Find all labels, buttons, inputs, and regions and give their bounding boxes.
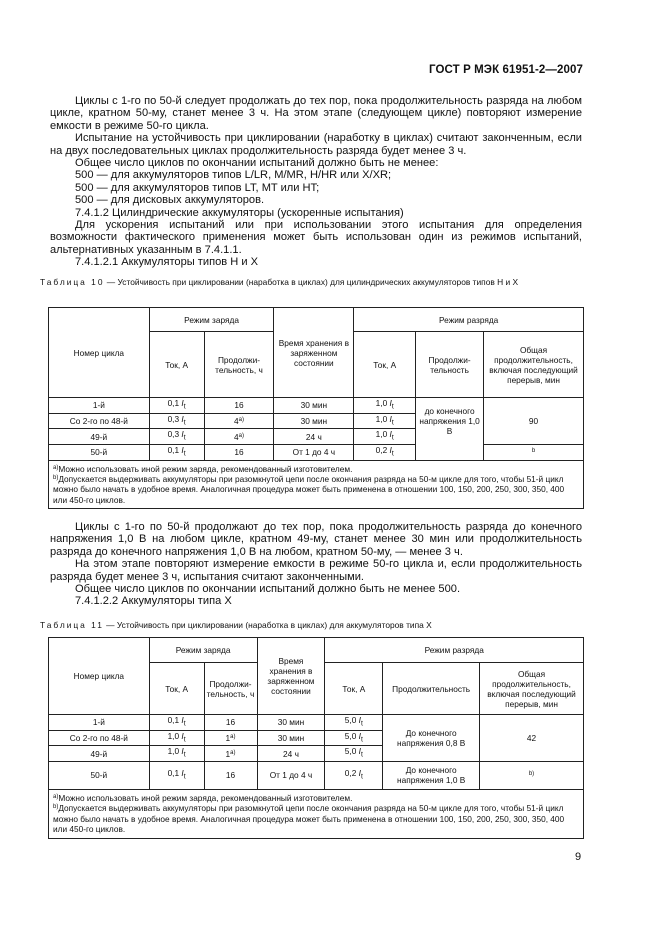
paragraph: Для ускорения испытаний или при использовании этого испытания для определения возможности фактического применения может быть использован один из режимов испытаний, альтернативных указанным в 7.4.1.1.	[50, 219, 582, 256]
table10-caption: Таблица 10 — Устойчивость при циклировании (наработка в циклах) для цилиндрических аккумуляторов типов H и X	[40, 277, 519, 287]
paragraph: Циклы с 1-го по 50-й продолжают до тех пор, пока продолжительность разряда до конечного напряжения 1,0 В на любом цикле, кратном 49-му, станет менее 30 мин или продолжительность разряда до конечного напряжения 1,0 В на любом, кратном 50-му, — менее 3 ч.	[50, 521, 582, 558]
table-row: Со 2-го по 48-й 1,0 $I_t$ $1^{а)}$ 30 мин 5,0 $I_t$	[49, 730, 584, 746]
merged-cell: До конечного напряжения 1,0 В	[383, 761, 480, 789]
merged-cell: до конечного напряжения 1,0 В	[416, 398, 484, 445]
header-cell: Режим заряда	[149, 638, 257, 663]
merged-cell: 90	[484, 398, 584, 445]
header-cell: Общая продолжительность, включая последующий перерыв, мин	[484, 332, 584, 398]
document-header: ГОСТ Р МЭК 61951-2—2007	[429, 64, 583, 76]
header-cell: Режим разряда	[325, 638, 584, 663]
header-cell: Ток, А	[149, 332, 204, 398]
header-cell: Продолжительность, ч	[204, 332, 274, 398]
page-number: 9	[575, 851, 582, 863]
section-heading: 7.4.1.2 Цилиндрические аккумуляторы (ускоренные испытания)	[75, 206, 404, 219]
merged-cell: 42	[480, 715, 584, 762]
header-cell: Режим заряда	[149, 308, 274, 332]
header-cell: Время хранения в заряженном состоянии	[274, 308, 354, 398]
paragraph: Испытание на устойчивость при циклировании (наработку в циклах) считают законченным, если на двух последовательных циклах продолжительность разряда будет менее 3 ч.	[50, 132, 582, 157]
table-footnotes: $^{a)}$Можно использовать иной режим заряда, рекомендованный изготовителем. $^{b)}$Допускается выдерживать аккумуляторы при разомкнутой цепи после окончания разряда на 50-м цикле для того, чтобы 51-й цикл можно было начать в удобное время. Аналогичная процедура может быть применена в отношении 100, 150, 200, 250, 300, 350, 400 или 450-го циклов.	[49, 460, 584, 509]
paragraph: 500 — для аккумуляторов типов LT, MT или HT;	[75, 181, 320, 194]
table-row: 50-й 0,1 $I_t$ 16 От 1 до 4 ч 0,2 $I_t$ До конечного напряжения 1,0 В $^{b)}$	[49, 761, 584, 789]
table-row: 49-й 1,0 $I_t$ $1^{а)}$ 24 ч 5,0 $I_t$	[49, 746, 584, 762]
table-10	[48, 307, 584, 509]
paragraph: 500 — для аккумуляторов типов L/LR, M/MR, H/HR или X/XR;	[75, 169, 392, 182]
current-cell: 1,0 $I_t$	[354, 398, 416, 414]
table11-caption: Таблица 11 — Устойчивость при циклировании (наработка в циклах) для аккумуляторов типа X	[40, 620, 432, 630]
table-footnotes: $^{a)}$Можно использовать иной режим заряда, рекомендованный изготовителем. $^{b)}$Допускается выдерживать аккумуляторы при разомкнутой цепи после окончания разряда на 50-м цикле для того, чтобы 51-й цикл можно было начать в удобное время. Аналогичная процедура может быть применена в отношении 100, 150, 200, 250, 300, 350, 400 или 450-го циклов.	[49, 789, 584, 838]
table-11	[48, 637, 584, 839]
header-cell: Ток, А	[149, 663, 204, 715]
table-row: 49-й 0,3 $I_t$ $4^{а)}$ 24 ч 1,0 $I_t$	[49, 429, 584, 445]
text-section-2	[50, 521, 582, 608]
header-cell: Номер цикла	[49, 638, 150, 715]
paragraph: Общее число циклов по окончании испытаний должно быть не менее:	[75, 157, 439, 170]
paragraph: На этом этапе повторяют измерение емкости в режиме 50-го цикла и, если продолжительность разряда будет менее 3 ч, испытания считают законченными.	[50, 558, 582, 583]
section-heading: 7.4.1.2.2 Аккумуляторы типа X	[75, 595, 232, 608]
footnote-ref: b	[484, 444, 584, 460]
footnote-ref: b)	[480, 761, 584, 789]
table-row: Со 2-го по 48-й 0,3 $I_t$ $4^{а)}$ 30 мин 1,0 $I_t$	[49, 413, 584, 429]
table-row: 1-й 0,1 $I_t$ 16 30 мин 5,0 $I_t$ До конечного напряжения 0,8 В 42	[49, 715, 584, 731]
header-cell: Продолжительность, ч	[204, 663, 257, 715]
header-cell: Ток, А	[325, 663, 383, 715]
header-cell: Время хранения в заряженном состоянии	[257, 638, 325, 715]
paragraph: Циклы с 1-го по 50-й следует продолжать до тех пор, пока продолжительность разряда на любом цикле, кратном 50-му, станет менее 3 ч. На этом этапе (следующем цикле) повторяют измерение емкости в режиме 50-го цикла.	[50, 95, 582, 132]
section-heading: 7.4.1.2.1 Аккумуляторы типов H и X	[75, 256, 259, 269]
header-cell: Режим разряда	[354, 308, 584, 332]
header-cell: Ток, А	[354, 332, 416, 398]
merged-cell: До конечного напряжения 0,8 В	[383, 715, 480, 762]
header-cell: Продолжительность	[383, 663, 480, 715]
table-row: 1-й 0,1 $I_t$ 16 30 мин 1,0 $I_t$ до конечного напряжения 1,0 В 90	[49, 398, 584, 414]
header-cell: Общая продолжительность, включая последующий перерыв, мин	[480, 663, 584, 715]
current-cell: 0,1 $I_t$	[149, 398, 204, 414]
paragraph: 500 — для дисковых аккумуляторов.	[75, 194, 265, 207]
text-section-1	[50, 95, 582, 269]
table-row: 50-й 0,1 $I_t$ 16 От 1 до 4 ч 0,2 $I_t$ $^b$	[49, 444, 584, 460]
header-cell: Номер цикла	[49, 308, 150, 398]
paragraph: Общее число циклов по окончании испытаний должно быть не менее 500.	[75, 583, 461, 596]
header-cell: Продолжительность	[416, 332, 484, 398]
